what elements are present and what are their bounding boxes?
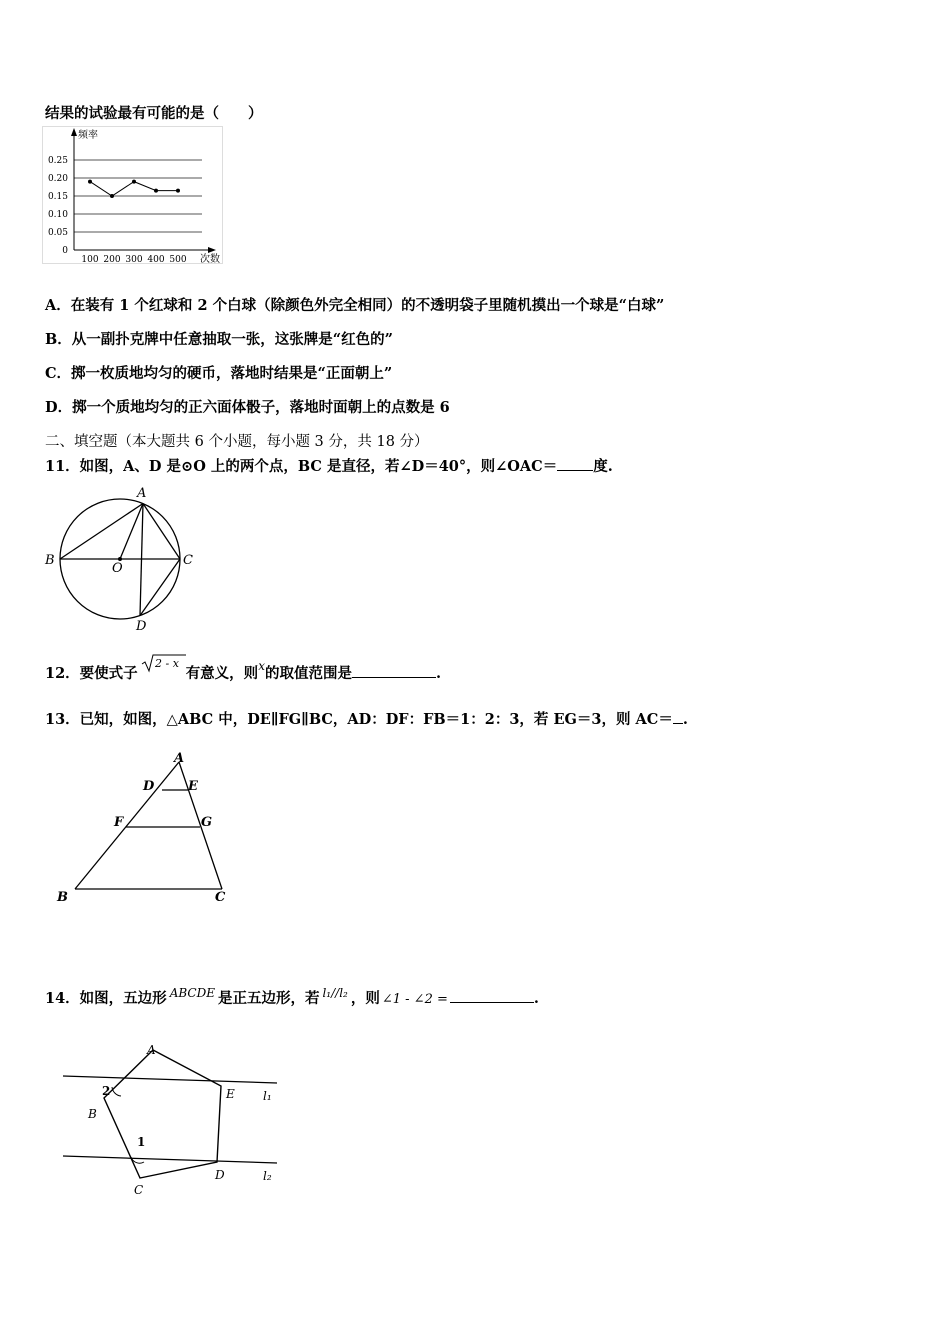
x-tick-label: 400: [147, 255, 165, 265]
q14-pentagon-figure: [55, 1040, 295, 1200]
label-d: D: [136, 619, 147, 634]
segment-dc: [140, 559, 180, 616]
label-a: A: [137, 486, 147, 501]
data-point: [154, 189, 158, 193]
question-13: [45, 708, 688, 729]
q14-p2: 是正五边形，若: [217, 990, 320, 1007]
x-tick-label: 100: [81, 255, 99, 265]
line-l1: [63, 1076, 277, 1083]
y-axis-label: 频率: [78, 130, 98, 141]
q14-condition: l₁//l₂: [322, 986, 348, 1000]
label-l2: l₂: [263, 1169, 272, 1183]
q14-answer-blank[interactable]: [450, 1002, 534, 1003]
y-tick-label: 0.25: [47, 156, 68, 166]
q12-p1: 12．要使式子: [45, 665, 138, 682]
label-f: F: [114, 815, 124, 830]
frequency-chart: [42, 126, 227, 266]
label-c: C: [183, 553, 193, 568]
q13-triangle-figure: [50, 748, 250, 908]
x-tick-label: 300: [125, 255, 143, 265]
q13-text: 13．已知，如图，△ABC 中，DE∥FG∥BC，AD：DF：FB＝1：2：3，若 EG＝3，则 AC＝: [45, 711, 673, 728]
segment-ab: [60, 504, 143, 560]
series-line: [90, 182, 178, 196]
label-o: O: [112, 561, 123, 576]
label-g: G: [201, 815, 213, 830]
line-l2: [63, 1156, 277, 1163]
q14-expression: ∠1 - ∠2 =: [381, 992, 448, 1007]
section-heading: 二、填空题（本大题共 6 个小题，每小题 3 分，共 18 分）: [45, 434, 429, 450]
option-b: B．从一副扑克牌中任意抽取一张，这张牌是“红色的”: [45, 331, 393, 348]
label-d: D: [143, 779, 155, 794]
q12-answer-blank[interactable]: [352, 677, 436, 678]
label-d: D: [215, 1168, 225, 1182]
label-e: E: [226, 1087, 235, 1101]
data-point: [110, 194, 114, 198]
q11-text: 11．如图，A、D 是⊙O 上的两个点，BC 是直径，若∠D＝40°，则∠OAC＝: [45, 458, 558, 475]
x-tick-label: 200: [103, 255, 121, 265]
side-ab: [75, 762, 179, 889]
option-a: A．在装有 1 个红球和 2 个白球（除颜色外完全相同）的不透明袋子里随机摸出一个球是“白球”: [45, 297, 665, 314]
label-a: A: [147, 1043, 156, 1057]
q14-tail: .: [533, 990, 539, 1007]
q11-tail: 度.: [593, 458, 613, 475]
label-c: C: [215, 890, 226, 905]
q12-sqrt-expression: [138, 657, 186, 682]
data-point: [176, 189, 180, 193]
label-b: B: [45, 553, 55, 568]
q12-p3: 的取值范围是: [264, 665, 352, 682]
q12-p2: 有意义，则: [185, 665, 259, 682]
label-a: A: [174, 751, 185, 766]
option-d: D．掷一个质地均匀的正六面体骰子，落地时面朝上的点数是 6: [45, 399, 450, 416]
q12-var: x: [258, 659, 265, 673]
label-b: B: [88, 1107, 97, 1121]
x-axis-label: 次数: [200, 254, 220, 265]
y-tick-label: 0: [62, 246, 68, 256]
q14-shape: ABCDE: [169, 986, 215, 1000]
svg-text:2 - x: 2 - x: [154, 657, 179, 670]
label-e: E: [188, 779, 198, 794]
q13-answer-blank[interactable]: [673, 723, 683, 724]
question-14: [45, 987, 539, 1008]
q11-answer-blank[interactable]: [557, 470, 593, 471]
label-l1: l₁: [263, 1089, 272, 1103]
q14-p1: 14．如图，五边形: [45, 990, 167, 1007]
y-tick-label: 0.20: [47, 174, 68, 184]
label-angle-1: 1: [137, 1135, 146, 1149]
q11-circle-figure: [40, 484, 200, 634]
segment-ac: [143, 504, 180, 560]
data-point: [88, 180, 92, 184]
data-point: [132, 180, 136, 184]
question-11: [45, 455, 613, 476]
x-tick-label: 500: [169, 255, 187, 265]
label-b: B: [57, 890, 68, 905]
y-tick-label: 0.10: [47, 210, 68, 220]
y-tick-label: 0.05: [47, 228, 68, 238]
question-intro: 结果的试验最有可能的是（ ）: [45, 105, 263, 122]
label-c: C: [134, 1183, 144, 1197]
y-tick-label: 0.15: [47, 192, 68, 202]
question-12: [45, 657, 442, 683]
label-angle-2: 2: [102, 1084, 111, 1098]
q14-p3: ，则: [350, 990, 380, 1007]
q13-tail: .: [682, 711, 688, 728]
option-c: C．掷一枚质地均匀的硬币，落地时结果是“正面朝上”: [45, 365, 393, 382]
q12-tail: .: [435, 665, 442, 682]
